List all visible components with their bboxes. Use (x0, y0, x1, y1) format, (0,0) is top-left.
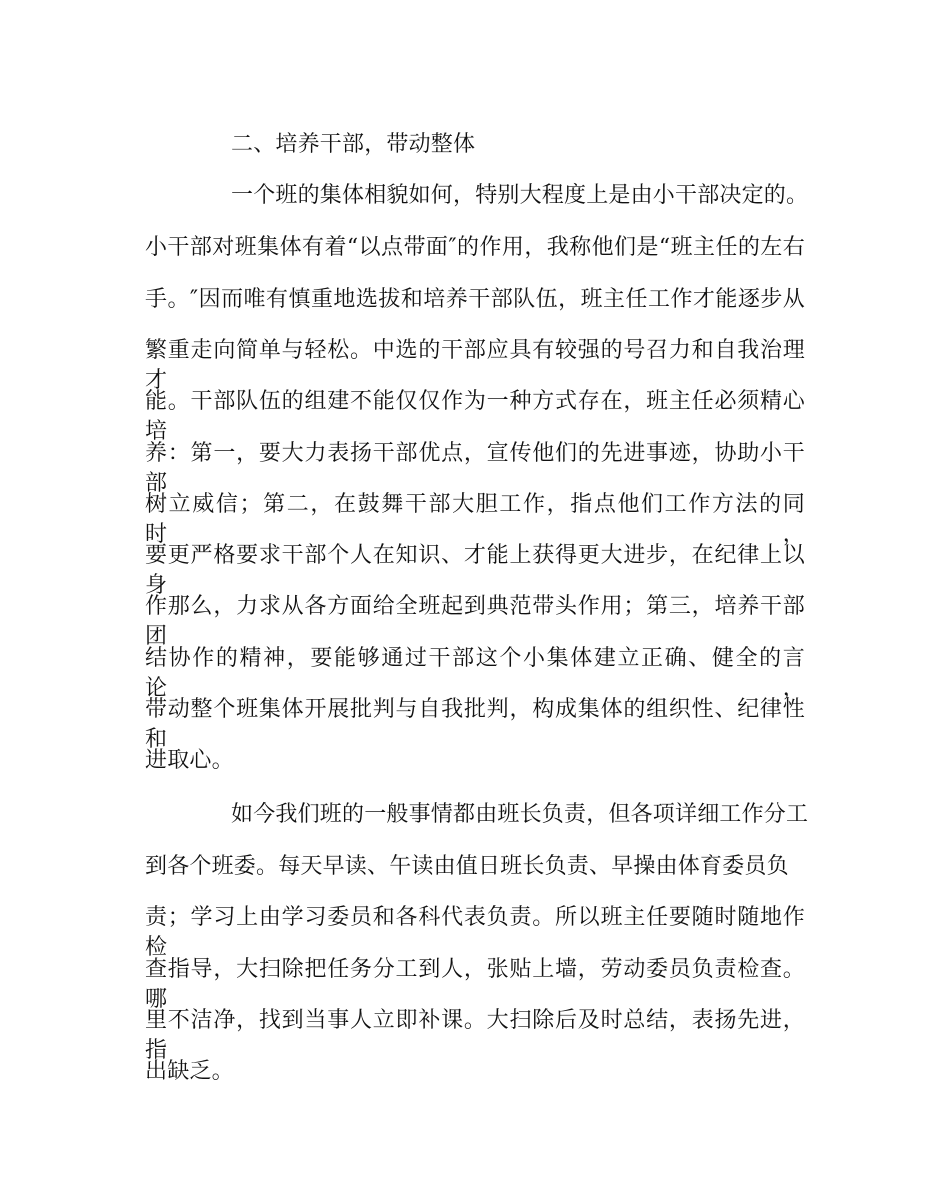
paragraph-1-line-10: 结协作的精神，要能够通过干部这个小集体建立正确、健全的言论， (145, 646, 805, 701)
paragraph-2-line-5: 里不洁净，找到当事人立即补课。大扫除后及时总结，表扬先进，指 (145, 1008, 805, 1063)
paragraph-1-line-4: 繁重走向简单与轻松。中选的干部应具有较强的号召力和自我治理才 (145, 338, 805, 393)
paragraph-2-line-6: 出缺乏。 (145, 1059, 234, 1084)
paragraph-1-line-8: 要更严格要求干部个人在知识、才能上获得更大进步，在纪律上以身 (145, 543, 805, 598)
paragraph-1-line-1: 一个班的集体相貌如何，特别大程度上是由小干部决定的。 (231, 183, 809, 208)
paragraph-2-line-1: 如今我们班的一般事情都由班长负责，但各项详细工作分工 (231, 802, 809, 827)
paragraph-1-line-5: 能。干部队伍的组建不能仅仅作为一种方式存在，班主任必须精心培 (145, 389, 805, 444)
paragraph-2-line-3: 责；学习上由学习委员和各科代表负责。所以班主任要随时随地作检 (145, 905, 805, 960)
paragraph-1-line-12: 进取心。 (145, 748, 234, 773)
paragraph-1-line-11: 带动整个班集体开展批判与自我批判，构成集体的组织性、纪律性和 (145, 697, 805, 752)
paragraph-1-line-9: 作那么，力求从各方面给全班起到典范带头作用；第三，培养干部团 (145, 594, 805, 649)
paragraph-2-line-4: 查指导，大扫除把任务分工到人，张贴上墙，劳动委员负责检查。哪 (145, 957, 805, 1012)
paragraph-2-line-2: 到各个班委。每天早读、午读由值日班长负责、早操由体育委员负 (145, 854, 789, 879)
paragraph-1-line-2: 小干部对班集体有着“以点带面″的作用，我称他们是“班主任的左右 (145, 235, 805, 260)
paragraph-1-line-3: 手。″因而唯有慎重地选拔和培养干部队伍，班主任工作才能逐步从 (145, 287, 805, 312)
paragraph-1-line-6: 养：第一，要大力表扬干部优点，宣传他们的先进事迹，协助小干部 (145, 441, 805, 496)
section-heading: 二、培养干部，带动整体 (231, 132, 476, 157)
paragraph-1-line-7: 树立威信；第二，在鼓舞干部大胆工作，指点他们工作方法的同时， (145, 492, 805, 547)
